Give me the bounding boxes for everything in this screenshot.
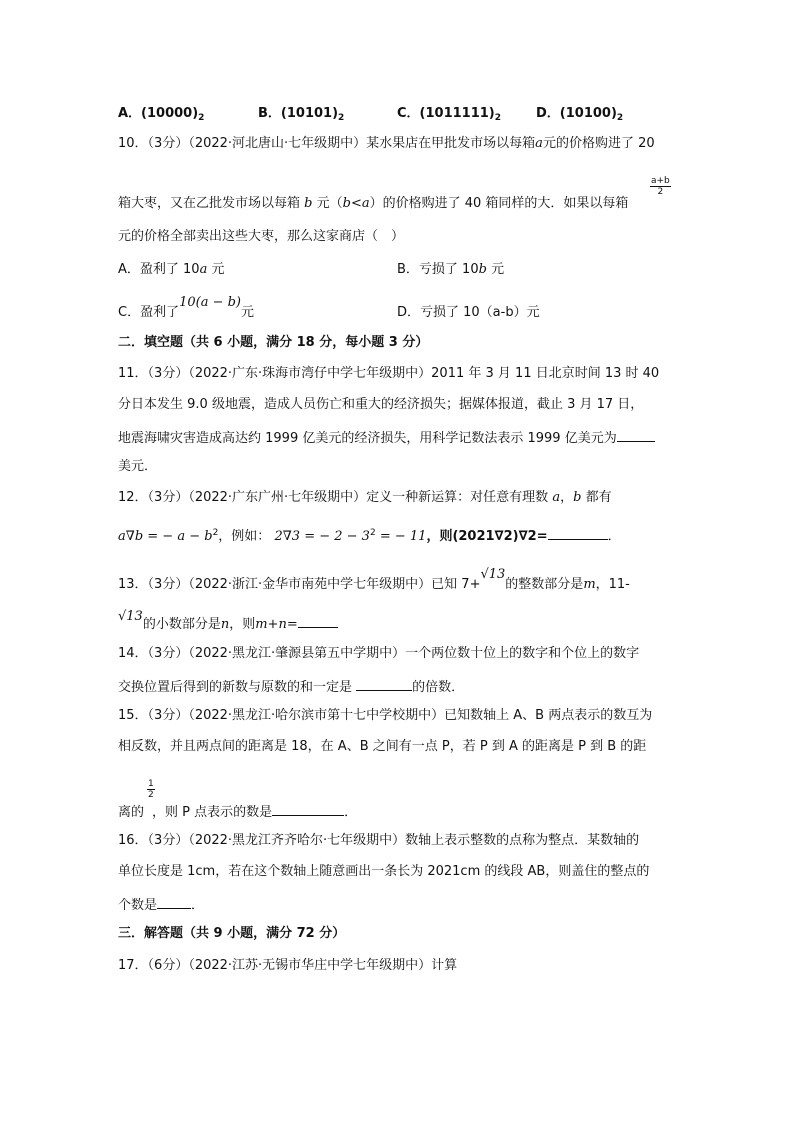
q15-fraction: $\frac{1}{2}$ [148,779,154,800]
q15-line-1: 15．（3分）（2022·黑龙江·哈尔滨市第十七中学校期中）已知数轴上 A、B 两点表示的数互为 [118,708,653,723]
q13-line-1: 13．（3分）（2022·浙江·金华市南苑中学七年级期中）已知 7+√13的整数部分是m，11- [118,567,630,592]
q9-option-a: A．$(10000)_2$ [118,106,205,123]
q16-line-1: 16．（3分）（2022·黑龙江齐齐哈尔·七年级期中）数轴上表示整数的点称为整点．某数轴的 [118,833,640,848]
q16-line-2: 单位长度是 1cm，若在这个数轴上随意画出一条长为 2021cm 的线段 AB，则盖住的整点的 [118,864,650,879]
q16-answer-blank[interactable] [157,895,191,909]
q9-option-d: D．$(10100)_2$ [536,106,624,123]
q9-option-b-base: 2 [338,113,345,123]
q10-fraction: $\frac{a+b}{2}$ [651,176,670,197]
q9-option-c: C．$(1011111)_2$ [397,106,502,123]
q11-answer-blank[interactable] [617,428,655,442]
q10-option-d: D．亏损了 10（a-b）元 [397,305,540,320]
q11-line-3: 地震海啸灾害造成高达约 1999 亿美元的经济损失，用科学记数法表示 1999 亿美元为 [118,428,655,447]
q12-line-1: 12．（3分）（2022·广东广州·七年级期中）定义一种新运算：对任意有理数 a，b 都有 [118,490,612,505]
q10-line-1: 10．（3分）（2022·河北唐山·七年级期中）某水果店在甲批发市场以每箱a元的价格购进了 20 [118,136,655,151]
q10-line-3: 元的价格全部卖出这些大枣，那么这家商店（ ） [118,229,405,244]
q13-line-2: √13的小数部分是n，则m+n= [118,614,338,633]
q13-answer-blank[interactable] [298,614,338,628]
q14-line-2: 交换位置后得到的新数与原数的和一定是 的倍数． [118,677,464,696]
q14-answer-blank[interactable] [356,677,412,691]
q10-option-c: C．盈利了10(a − b)元 [118,295,255,320]
q15-line-2: 相反数，并且两点间的距离是 18，在 A、B 之间有一点 P，若 P 到 A 的距离是 P 到 B 的距 [118,739,647,754]
q16-line-3: 个数是 ． [118,895,204,914]
q15-line-3: 离的 ，则 P 点表示的数是 ． [118,802,357,821]
q10-option-a: A．盈利了 10a 元 [118,262,225,277]
q9-option-b: B．$(10101)_2$ [258,106,345,123]
q17-line-1: 17．（6分）（2022·江苏·无锡市华庄中学七年级期中）计算 [118,958,458,973]
q11-line-1: 11．（3分）（2022·广东·珠海市湾仔中学七年级期中）2011 年 3 月 11 日北京时间 13 时 40 [118,366,660,381]
q12-answer-blank[interactable] [548,526,608,540]
q12-line-2: a∇b = − $a - b^2$，例如： 2∇3 = − $2 - 3^2$ = − 11，则(2021∇2)∇2= ． [118,528,621,544]
q10-line-2: 箱大枣，又在乙批发市场以每箱 b 元（b<a）的价格购进了 40 箱同样的大．如果以每箱 [118,196,629,211]
q10-option-b: B．亏损了 10b 元 [397,262,505,277]
q15-answer-blank[interactable] [272,802,344,816]
section-2-heading: 二．填空题（共 6 小题，满分 18 分，每小题 3 分） [118,335,429,350]
q11-line-2: 分日本发生 9.0 级地震，造成人员伤亡和重大的经济损失；据媒体报道，截止 3 月 17 日， [118,397,644,412]
section-3-heading: 三．解答题（共 9 小题，满分 72 分） [118,926,346,941]
q14-line-1: 14．（3分）（2022·黑龙江·肇源县第五中学期中）一个两位数十位上的数字和个位上的数字 [118,646,640,661]
q11-line-4: 美元． [118,459,158,474]
